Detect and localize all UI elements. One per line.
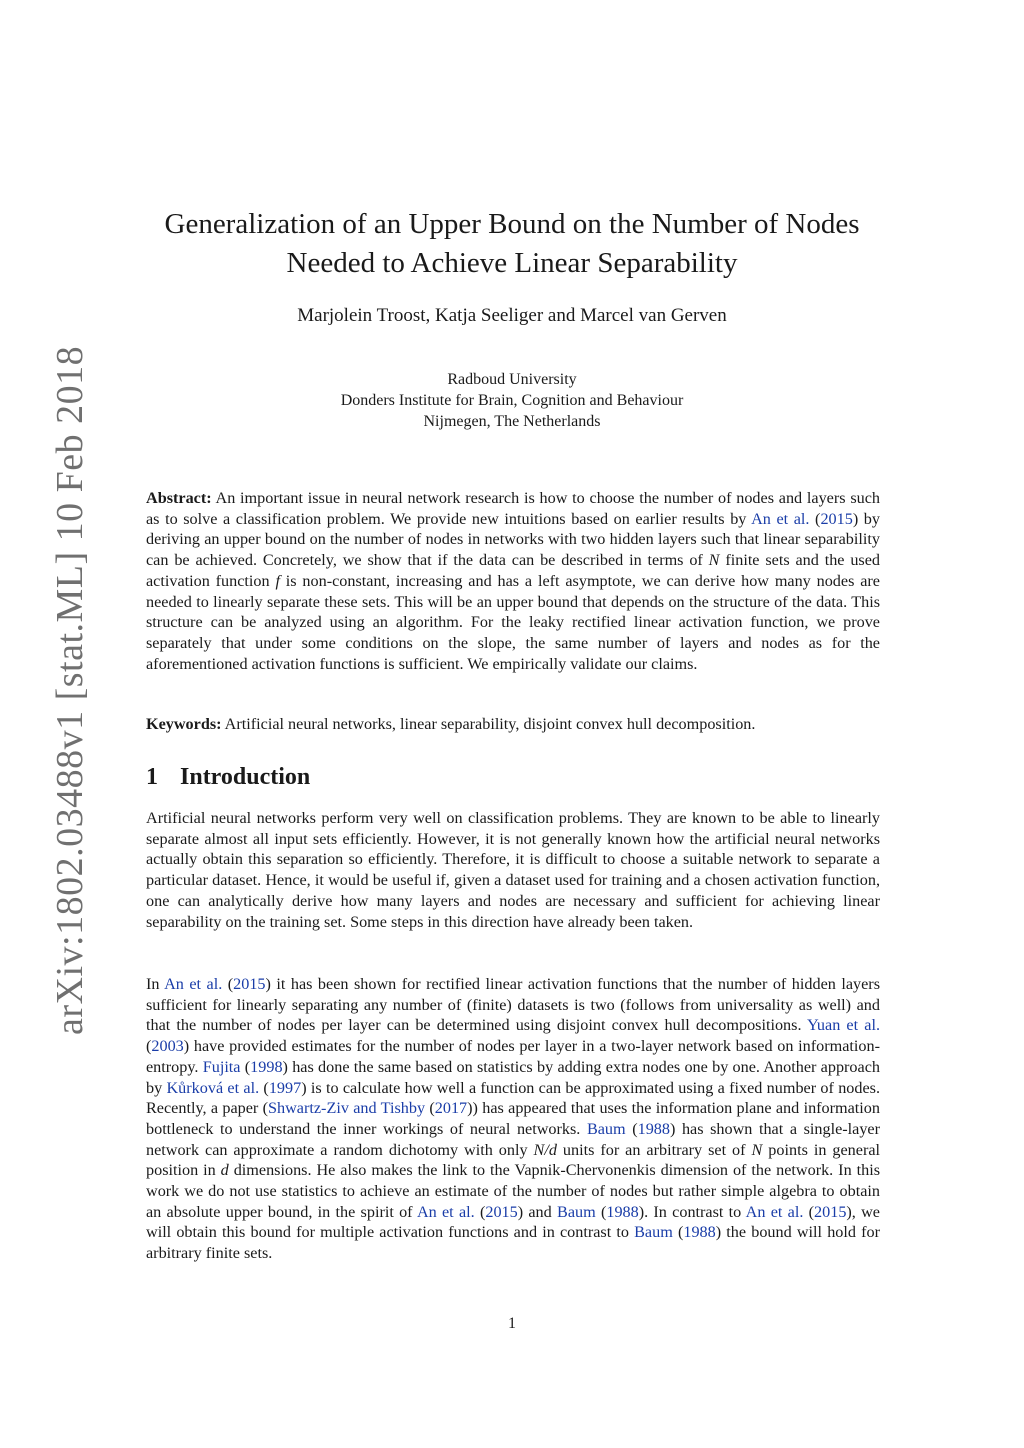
paragraph-text: ( [425,1099,435,1118]
paragraph-text: ( [672,1223,684,1242]
paper-title [130,205,894,283]
paragraph-text: ( [595,1202,607,1221]
paragraph-text: ( [474,1202,486,1221]
paragraph-text: ). In contrast to [638,1202,746,1221]
citation-year-link[interactable]: 2015 [814,1202,847,1221]
abstract-text: ) by deriving an upper bound on the number of nodes in networks with two hidden layers such that linear separability can be achieved. Concretely, we show that if the data can be described in terms of [146,509,880,570]
paragraph-text: dimensions. He also makes the link to the Vapnik-Chervonenkis dimension of the network. In this work we do not use statistics to achieve an estimate of the number of nodes but rather simple algebra to obtain an absolute upper bound, in the spirit of [146,1161,880,1221]
abstract-label: Abstract: [146,489,212,507]
paragraph-text: ) has shown that a single-layer network can approximate a random dichotomy with only [146,1119,881,1159]
page-number: 1 [508,1315,516,1332]
abstract-text: finite sets and the used activation function [146,551,880,590]
paragraph-text: In [146,975,165,993]
intro-paragraph-1: Artificial neural networks perform very well on classification problems. They are known to be able to linearly separate almost all input sets efficiently. However, it is not generally known how the artificial neural networks actually obtain this separation so efficiently. Therefore, it is difficult to choose a suitable network to separate a particular dataset. Hence, it would be useful if, given a dataset used for training and a chosen activation function, one can analytically derive how many layers and nodes are necessary and sufficient for achieving linear separability on the training set. Some steps in this direction have already been taken. [146,809,880,931]
citation-year-link[interactable]: 2015 [233,975,266,993]
paragraph-text: ( [259,1078,269,1097]
paragraph-text: ) is to calculate how well a function can be approximated using a fixed number of nodes. Recently, a paper ( [146,1078,880,1118]
abstract-text: is non-constant, increasing and has a left asymptote, we can derive how many nodes are needed to linearly separate these sets. This will be an upper bound that depends on the structure of the data. This structure can be analyzed using an algorithm. For the leaky rectified linear activation function, we prove separately that under some conditions on the slope, the same number of layers and nodes as for the aforementioned activation functions is sufficient. We empirically validate our claims. [146,571,880,673]
section-heading-introduction [146,764,310,791]
citation-year-link[interactable]: 1988 [606,1202,639,1221]
title-line-1: Generalization of an Upper Bound on the Number of Nodes [164,208,860,240]
math-symbol: f [275,571,280,590]
citation-year-link[interactable]: 2015 [820,509,853,528]
paragraph-text: ) has done the same based on statistics by adding extra nodes one by one. Another approach by [146,1057,880,1097]
math-expression: N/d [533,1140,557,1159]
math-symbol: N [708,551,720,570]
citation-year-link[interactable]: 1998 [250,1057,283,1076]
citation-link[interactable]: Shwartz-Ziv and Tishby [268,1099,426,1118]
paragraph-text: ( [625,1119,638,1138]
paragraph-text: ( [222,975,234,993]
section-number: 1 [146,764,158,790]
citation-year-link[interactable]: 2003 [151,1037,184,1056]
citation-link[interactable]: An et al. [416,1202,475,1221]
paragraph-text: ) the bound will hold for arbitrary finite sets. [146,1223,881,1263]
citation-year-link[interactable]: 1988 [637,1119,670,1138]
paragraph-text: units for an arbitrary set of [556,1140,752,1159]
abstract-paragraph [146,488,880,674]
paragraph-text: ( [146,1037,152,1056]
paragraph-text: )) has appeared that uses the information plane and information bottleneck to understand the inner workings of neural networks. [146,1099,880,1138]
paragraph-text: ) have provided estimates for the number of nodes per layer in a two-layer network based on information-entropy. [146,1037,880,1076]
keywords-label: Keywords: [146,715,222,733]
citation-link[interactable]: Kůrková et al. [166,1078,260,1097]
intro-paragraph-2 [146,974,880,1264]
citation-link-an-et-al[interactable]: An et al. [751,509,810,528]
keywords-text: Artificial neural networks, linear separability, disjoint convex hull decomposition. [221,715,756,733]
citation-link[interactable]: Fujita [202,1057,241,1076]
citation-link[interactable]: Yuan et al. [807,1016,880,1035]
paragraph-text: ( [803,1202,815,1221]
math-symbol: d [220,1161,229,1180]
citation-year-link[interactable]: 1988 [683,1223,716,1242]
arxiv-identifier-stamp: arXiv:1802.03488v1 [stat.ML] 10 Feb 2018 [49,345,91,1035]
affiliation-university: Radboud University [447,371,577,388]
citation-link[interactable]: Baum [634,1223,673,1242]
math-symbol: N [751,1140,763,1159]
title-line-2: Needed to Achieve Linear Separability [286,247,738,279]
paragraph-text: ( [240,1057,251,1076]
affiliation-location: Nijmegen, The Netherlands [423,413,601,430]
abstract-text: ( [809,509,821,528]
citation-link[interactable]: Baum [586,1119,626,1138]
paragraph-text: ) and [517,1202,558,1221]
paragraph-text: ) it has been shown for rectified linear activation functions that the number of hidden layers sufficient for linearly separating any number of (finite) datasets is two (follows from universality as well) and that the number of nodes per layer can be determined using disjoint convex hull decompositions. [146,975,881,1035]
paragraph-text: ), we will obtain this bound for multiple activation functions and in contrast to [146,1202,880,1242]
affiliation-block [130,369,894,432]
citation-year-link[interactable]: 2017 [434,1099,468,1118]
citation-year-link[interactable]: 1997 [268,1078,302,1097]
citation-year-link[interactable]: 2015 [485,1202,518,1221]
citation-link[interactable]: Baum [557,1202,596,1221]
paragraph-text: points in general position in [146,1140,881,1180]
abstract-text: An important issue in neural network research is how to choose the number of nodes and layers such as to solve a classification problem. We provide new intuitions based on earlier results by [146,489,880,528]
citation-link[interactable]: An et al. [745,1202,804,1221]
affiliation-institute: Donders Institute for Brain, Cognition and Behaviour [340,392,684,409]
keywords-line [146,714,880,735]
citation-link[interactable]: An et al. [164,975,223,993]
author-list: Marjolein Troost, Katja Seeliger and Marcel van Gerven [297,305,727,326]
section-title: Introduction [180,764,311,790]
